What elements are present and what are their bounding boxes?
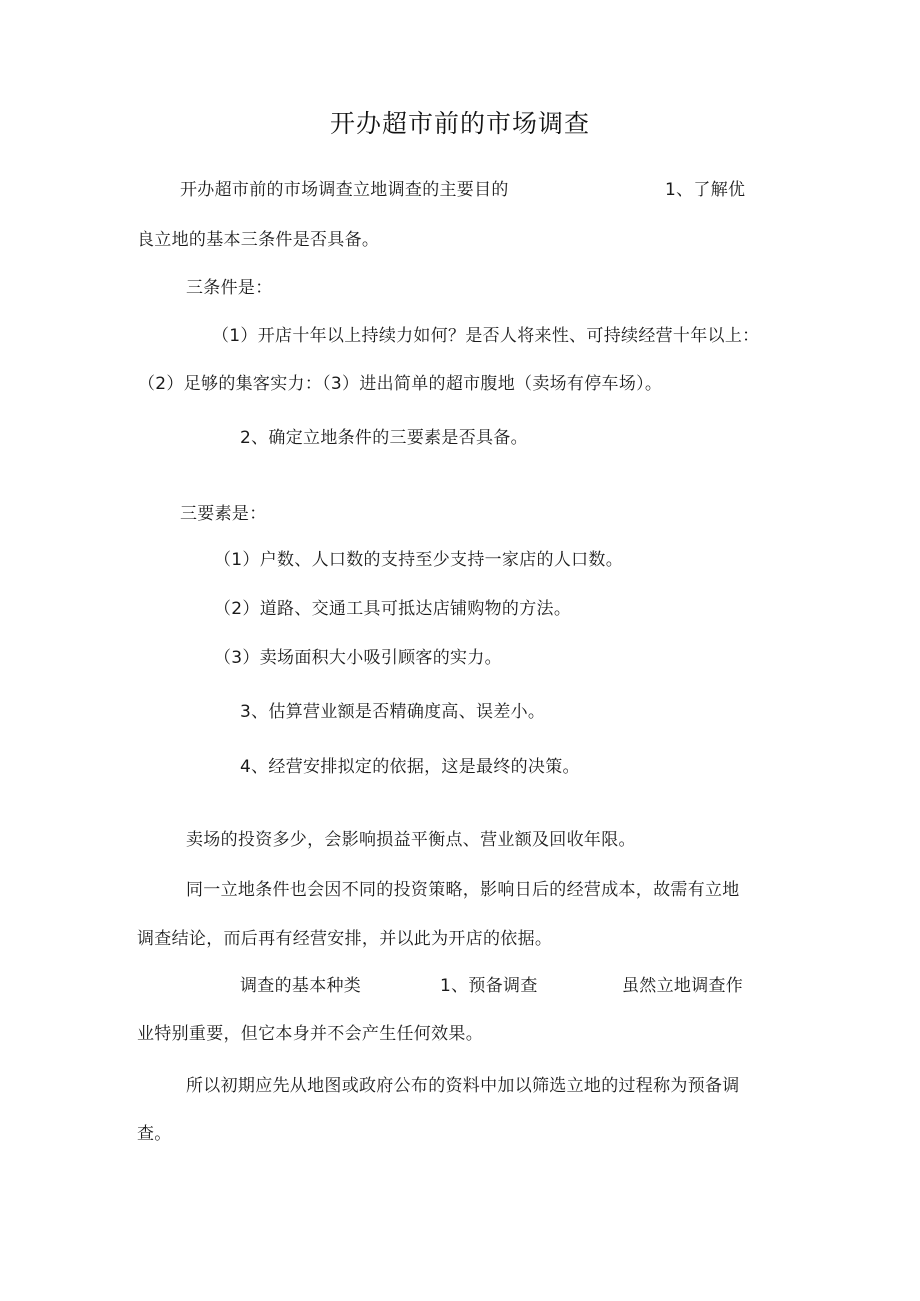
paragraph-line: （2）道路、交通工具可抵达店铺购物的方法。	[214, 599, 572, 619]
paragraph-line: 三要素是：	[180, 504, 267, 524]
paragraph-line: 2、确定立地条件的三要素是否具备。	[240, 428, 528, 448]
document-title: 开办超市前的市场调查	[329, 109, 590, 138]
paragraph-line: 同一立地条件也会因不同的投资策略，影响日后的经营成本，故需有立地	[186, 880, 740, 900]
paragraph-line: 4、经营安排拟定的依据，这是最终的决策。	[240, 757, 580, 777]
paragraph-line: 业特别重要，但它本身并不会产生任何效果。	[137, 1024, 483, 1044]
paragraph-line: 三条件是：	[186, 278, 273, 298]
paragraph-line: 虽然立地调查作	[622, 976, 744, 996]
paragraph-line: （2）足够的集客实力：（3）进出简单的超市腹地（卖场有停车场）。	[138, 374, 663, 394]
paragraph-line: 查。	[137, 1124, 172, 1144]
paragraph-line: （3）卖场面积大小吸引顾客的实力。	[214, 648, 502, 668]
paragraph-line: 3、估算营业额是否精确度高、误差小。	[240, 702, 546, 722]
paragraph-line: 良立地的基本三条件是否具备。	[137, 230, 380, 250]
paragraph-line: 卖场的投资多少，会影响损益平衡点、营业额及回收年限。	[186, 830, 636, 850]
paragraph-line: 1、了解优	[665, 180, 746, 200]
paragraph-line: （1）开店十年以上持续力如何？是否人将来性、可持续经营十年以上：	[212, 326, 760, 346]
paragraph-line: 所以初期应先从地图或政府公布的资料中加以筛选立地的过程称为预备调	[186, 1076, 740, 1096]
paragraph-line: 开办超市前的市场调查立地调查的主要目的	[180, 180, 509, 200]
paragraph-line: 调查的基本种类	[240, 976, 362, 996]
paragraph-line: （1）户数、人口数的支持至少支持一家店的人口数。	[214, 550, 624, 570]
paragraph-line: 1、预备调查	[440, 976, 538, 996]
paragraph-line: 调查结论，而后再有经营安排，并以此为开店的依据。	[137, 929, 553, 949]
